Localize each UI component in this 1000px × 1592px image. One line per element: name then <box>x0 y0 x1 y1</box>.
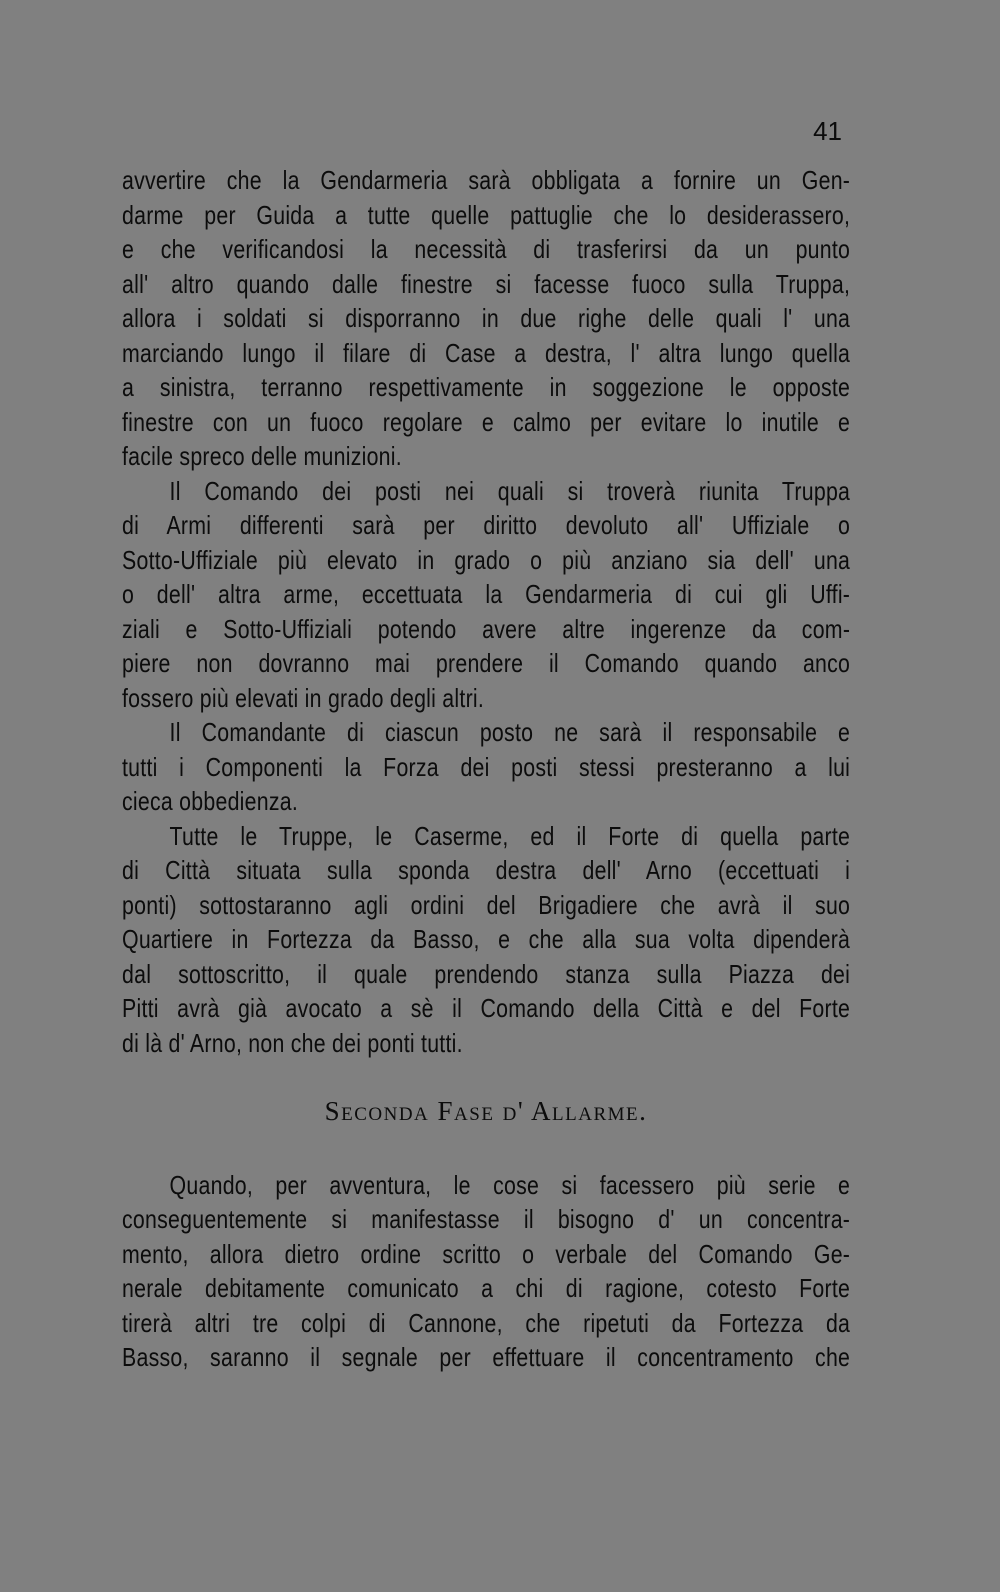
text-line: darme per Guida a tutte quelle pattuglie che lo desiderassero, <box>122 199 850 230</box>
text-line: conseguentemente si manifestasse il bisogno d' un concentra- <box>122 1204 850 1235</box>
text-line: all' altro quando dalle finestre si facesse fuoco sulla Truppa, <box>122 268 850 299</box>
text-line: marciando lungo il filare di Case a destra, l' altra lungo quella <box>122 337 850 368</box>
text-line: Quartiere in Fortezza da Basso, e che alla sua volta dipenderà <box>122 924 850 954</box>
text-line: tirerà altri tre colpi di Cannone, che ripetuti da Fortezza da <box>122 1307 850 1338</box>
paragraph <box>122 715 850 819</box>
paragraph <box>122 1168 850 1374</box>
text-line: e che verificandosi la necessità di trasferirsi da un punto <box>122 234 850 264</box>
text-line: mento, allora dietro ordine scritto o verbale del Comando Ge- <box>122 1238 850 1269</box>
text-line: piere non dovranno mai prendere il Comando quando anco <box>122 648 850 678</box>
text-block-first-phase <box>122 163 850 1063</box>
text-line: facile spreco delle munizioni. <box>122 441 402 471</box>
text-line: finestre con un fuoco regolare e calmo per evitare lo inutile e <box>122 406 850 437</box>
text-line: di Città situata sulla sponda destra dell' Arno (eccettuati i <box>122 855 850 885</box>
text-line: cieca obbedienza. <box>122 786 299 816</box>
text-line: di là d' Arno, non che dei ponti tutti. <box>122 1027 463 1058</box>
paragraph <box>122 474 850 716</box>
text-line: nerale debitamente comunicato a chi di ragione, cotesto Forte <box>122 1273 850 1304</box>
text-line: Il Comandante di ciascun posto ne sarà il responsabile e <box>169 717 850 747</box>
text-line: allora i soldati si disporranno in due righe delle quali l' una <box>122 303 850 333</box>
page-number: 41 <box>813 116 842 146</box>
text-line: o dell' altra arme, eccettuata la Gendarmeria di cui gli Uffi- <box>122 579 850 609</box>
text-line: Sotto-Uffiziale più elevato in grado o più anziano sia dell' una <box>122 544 850 575</box>
text-line: avvertire che la Gendarmeria sarà obbligata a fornire un Gen- <box>122 165 850 195</box>
paragraph <box>122 819 850 1061</box>
paragraph <box>122 163 850 474</box>
text-line: Pitti avrà già avocato a sè il Comando della Città e del Forte <box>122 993 850 1023</box>
text-line: tutti i Componenti la Forza dei posti stessi presteranno a lui <box>122 751 850 782</box>
text-line: fossero più elevati in grado degli altri. <box>122 682 485 713</box>
text-line: di Armi differenti sarà per diritto devoluto all' Uffiziale o <box>122 510 850 540</box>
text-line: dal sottoscritto, il quale prendendo stanza sulla Piazza dei <box>122 958 850 989</box>
text-line: Basso, saranno il segnale per effettuare il concentramento che <box>122 1341 850 1372</box>
text-line: ponti) sottostaranno agli ordini del Brigadiere che avrà il suo <box>122 889 850 920</box>
text-line: Il Comando dei posti nei quali si troverà riunita Truppa <box>169 475 850 506</box>
section-heading: Seconda Fase d' Allarme. <box>324 1096 648 1126</box>
text-line: ziali e Sotto-Uffiziali potendo avere altre ingerenze da com- <box>122 613 850 644</box>
text-line: Tutte le Truppe, le Caserme, ed il Forte di quella parte <box>169 820 850 851</box>
text-line: Quando, per avventura, le cose si facessero più serie e <box>169 1170 850 1200</box>
text-line: a sinistra, terranno respettivamente in soggezione le opposte <box>122 372 850 402</box>
text-block-second-phase <box>122 1168 850 1378</box>
